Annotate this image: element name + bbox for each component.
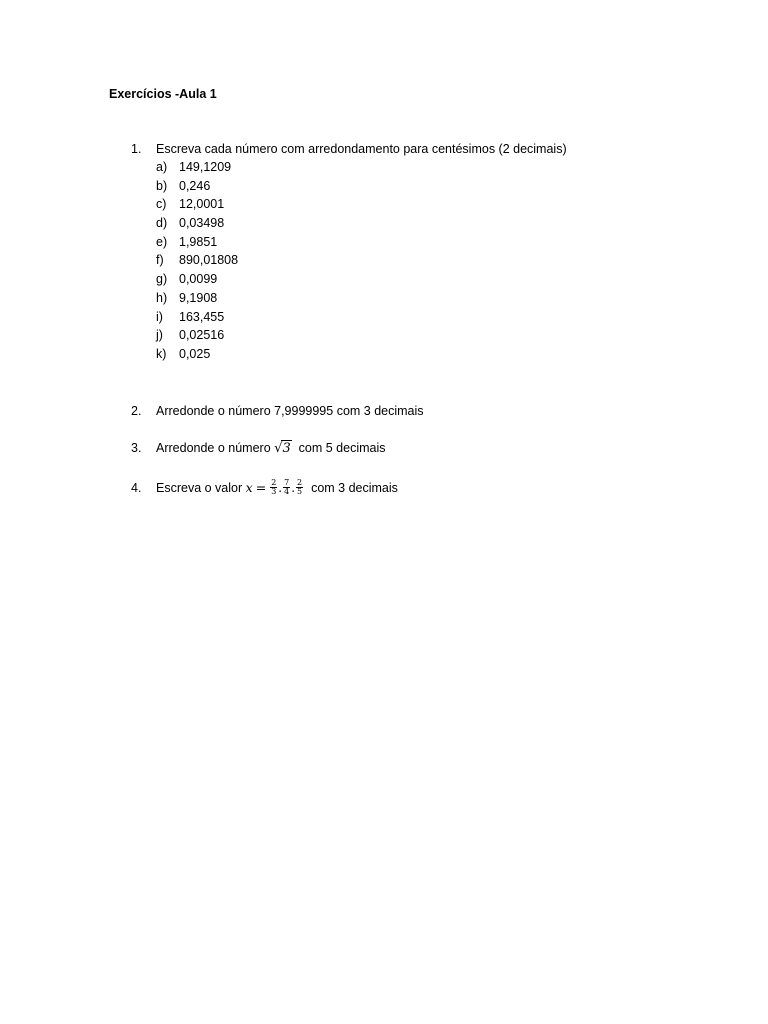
fraction-denominator: 3 — [271, 487, 277, 497]
item-letter: f) — [156, 253, 164, 268]
item-letter: d) — [156, 216, 168, 231]
fraction-numerator: 2 — [271, 478, 277, 488]
list-item — [0, 195, 768, 214]
square-root-expression — [274, 440, 292, 458]
rounding-items-list — [0, 158, 768, 364]
list-item — [0, 233, 768, 252]
item-letter: e) — [156, 234, 168, 249]
item-value: 0,246 — [179, 178, 211, 193]
question-number: 1. — [131, 142, 142, 156]
question-text-before: Arredonde o número — [156, 441, 271, 455]
fraction — [296, 479, 303, 496]
question-text — [156, 439, 386, 458]
list-item — [0, 308, 768, 327]
item-letter: b) — [156, 178, 168, 193]
item-value: 12,0001 — [179, 197, 225, 212]
list-item — [0, 177, 768, 196]
multiplication-dot: . — [278, 481, 283, 495]
list-item — [0, 251, 768, 270]
radical-sign: √ — [274, 441, 283, 456]
list-item — [0, 270, 768, 289]
item-value: 0,02516 — [179, 328, 225, 343]
item-letter: c) — [156, 197, 167, 212]
item-value: 1,9851 — [179, 234, 218, 249]
multiplication-dot: . — [291, 481, 296, 495]
item-letter: k) — [156, 346, 167, 361]
list-item — [0, 214, 768, 233]
fraction-numerator: 2 — [297, 478, 303, 488]
question-text: Escreva cada número com arredondamento para centésimos (2 decimais) — [156, 142, 567, 156]
fraction-numerator: 7 — [284, 478, 290, 488]
list-item — [0, 289, 768, 308]
radicand: 3 — [282, 441, 291, 456]
question-text-after: com 5 decimais — [298, 441, 386, 455]
item-letter: g) — [156, 272, 168, 287]
item-value: 890,01808 — [179, 253, 239, 268]
list-item — [0, 345, 768, 364]
list-item — [0, 158, 768, 177]
equals-sign: = — [255, 480, 267, 495]
fraction — [270, 479, 277, 496]
math-variable: x — [245, 480, 253, 495]
fraction-denominator: 4 — [284, 487, 290, 497]
question-number: 3. — [131, 441, 142, 455]
item-value: 163,455 — [179, 309, 225, 324]
question-number: 2. — [131, 404, 142, 418]
question-text-before: Escreva o valor — [156, 481, 243, 495]
item-value: 0,03498 — [179, 216, 225, 231]
question-number: 4. — [131, 481, 142, 495]
fraction-denominator: 5 — [297, 487, 303, 497]
item-letter: j) — [156, 328, 163, 343]
question-text — [156, 479, 398, 497]
list-item — [0, 326, 768, 345]
fraction — [283, 479, 290, 496]
item-value: 0,025 — [179, 346, 211, 361]
question-text-after: com 3 decimais — [311, 481, 398, 495]
question-text: Arredonde o número 7,9999995 com 3 decimais — [156, 404, 424, 418]
item-letter: a) — [156, 160, 168, 174]
item-letter: h) — [156, 290, 168, 305]
item-value: 9,1908 — [179, 290, 218, 305]
item-letter: i) — [156, 309, 163, 324]
item-value: 0,0099 — [179, 272, 218, 287]
document-title: Exercícios -Aula 1 — [109, 87, 217, 101]
item-value: 149,1209 — [179, 160, 232, 174]
